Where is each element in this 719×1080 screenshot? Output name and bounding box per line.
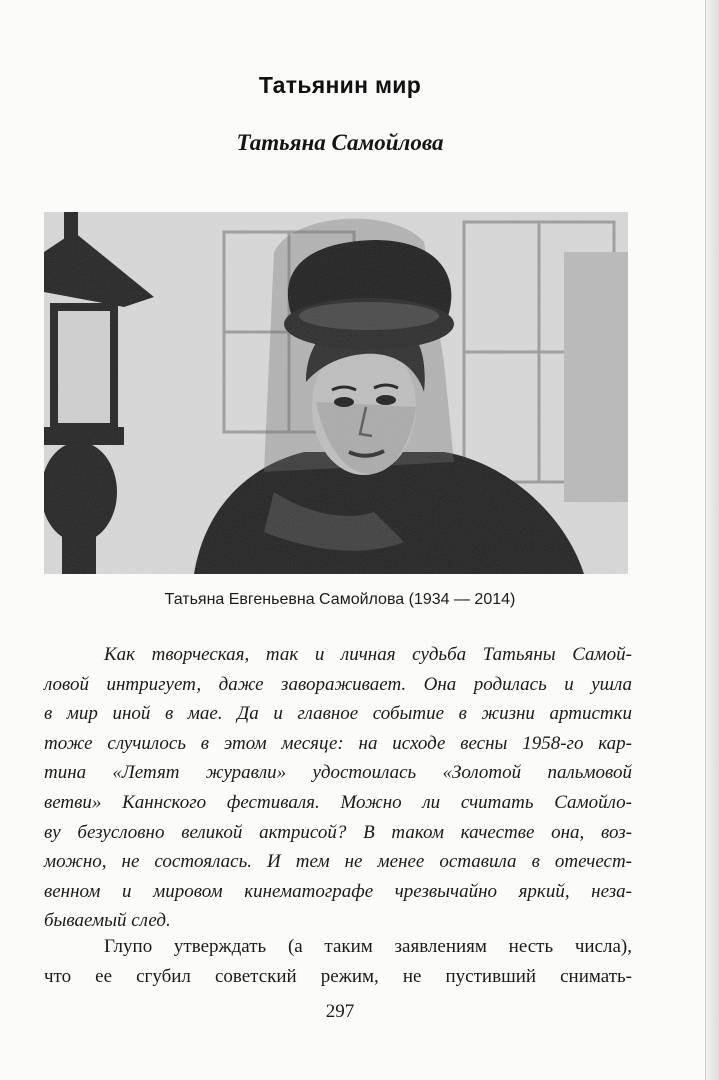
- text-line: в мир иной в мае. Да и главное событие в жизни артистки: [44, 703, 632, 725]
- portrait-photo: [44, 212, 628, 574]
- text-line: бываемый след.: [44, 910, 171, 932]
- text-line: тина «Летят журавли» удостоилась «Золотой пальмовой: [44, 762, 632, 784]
- chapter-title: Татьянин мир: [258, 72, 422, 98]
- author-name: Татьяна Самойлова: [236, 130, 444, 155]
- portrait-photo-illustration: [44, 212, 628, 574]
- text-line: Как творческая, так и личная судьба Татьяны Самой-: [104, 644, 632, 665]
- paragraph-continued: [44, 932, 632, 991]
- text-line: ловой интригует, даже завораживает. Она родилась и ушла: [44, 673, 632, 695]
- text-line: ветви» Каннского фестиваля. Можно ли считать Самойло-: [44, 791, 632, 813]
- page-edge: [705, 0, 719, 1080]
- paragraph-intro: [44, 640, 632, 936]
- text-line: тоже случилось в этом месяце: на исходе весны 1958-го кар-: [44, 732, 632, 754]
- photo-caption: Татьяна Евгеньевна Самойлова (1934 — 2014): [164, 591, 516, 608]
- text-line: можно, не состоялась. И тем не менее оставила в отечест-: [44, 851, 632, 873]
- text-line: Глупо утверждать (а таким заявлениям несть числа),: [104, 936, 632, 957]
- text-line: венном и мировом кинематографе чрезвычайно яркий, неза-: [44, 880, 632, 902]
- page-number: 297: [325, 1001, 355, 1022]
- text-line: что ее сгубил советский режим, не пустивший снимать-: [44, 965, 632, 987]
- text-line: ву безусловно великой актрисой? В таком качестве она, воз-: [44, 821, 632, 843]
